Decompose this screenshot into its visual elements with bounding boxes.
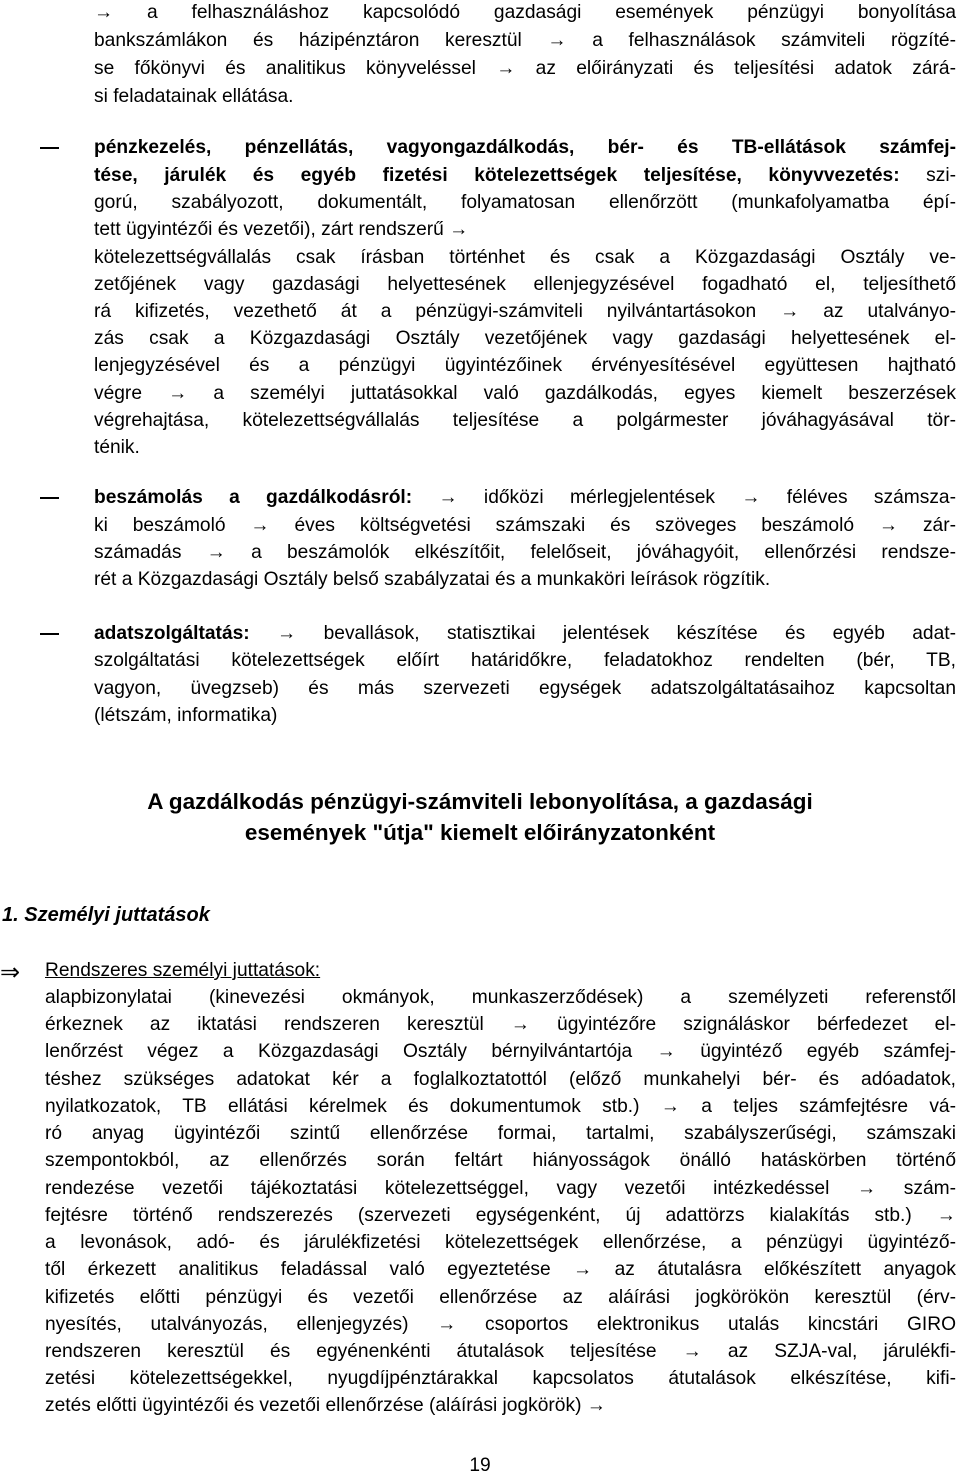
section-heading-line-1: A gazdálkodás pénzügyi-számviteli lebonyolítása, a gazdasági — [147, 789, 813, 814]
text-line: kötelezettségvállalás csak írásban történhet és csak a Közgazdasági Osztály ve- — [94, 247, 956, 268]
text-line: ki beszámoló → éves költségvetési számszaki és szöveges beszámoló → zár- — [94, 515, 956, 536]
text-line: végrehajtása, kötelezettségvállalás teljesítése a polgármester jóváhagyásával tör- — [94, 410, 956, 431]
text-line: számadás → a beszámolók elkészítőit, felelőseit, jóváhagyóit, ellenőrzési rendsze- — [94, 542, 956, 563]
text-line: től érkezett analitikus feladással való egyeztetése → az átutalásra előkészített anyagok — [45, 1259, 956, 1280]
text-line: szempontokból, az ellenőrzés során feltárt hiányosságok önálló hatáskörben történő — [45, 1150, 956, 1171]
text-line: rendezése vezetői tájékoztatási kötelezettséggel, vagy vezetői intézkedéssel → szám- — [45, 1178, 956, 1199]
text-line: ténik. — [94, 437, 140, 458]
text-line — [94, 135, 956, 161]
text-line: se főkönyvi és analitikus könyveléssel → az előirányzati és teljesítési adatok zárá- — [94, 58, 956, 79]
section-heading-line-2: események "útja" kiemelt előirányzatonként — [244, 820, 716, 845]
text-line: (létszám, informatika) — [94, 705, 278, 726]
text-line: vagyon, üvegzseb) és más szervezeti egységek adatszolgáltatásaihoz kapcsoltan — [94, 678, 956, 699]
dash-bullet — [40, 633, 59, 635]
text-line: → a felhasználáshoz kapcsolódó gazdasági események pénzügyi bonyolítása — [94, 2, 956, 23]
text-line: gorú, szabályozott, dokumentált, folyamatosan ellenőrzött (munkafolyamatba épí- — [94, 192, 956, 213]
text-line: érkeznek az iktatási rendszeren keresztül → ügyintézőre szignáláskor bérfedezet el- — [45, 1014, 956, 1035]
text-line: lenőrzést végez a Közgazdasági Osztály bérnyilvántartója → ügyintéző egyéb számfej- — [45, 1041, 956, 1062]
text-line: rendszeren keresztül és egyénenkénti átutalások teljesítése → az SZJA-val, járulékfi- — [45, 1341, 956, 1362]
text-line: zás csak a Közgazdasági Osztály vezetőjének vagy gazdasági helyettesének el- — [94, 328, 956, 349]
text-line: si feladatainak ellátása. — [94, 86, 294, 107]
bold-term: beszámolás a gazdálkodásról: — [94, 487, 413, 508]
text-line — [94, 485, 956, 511]
text-line: ró anyag ügyintézői szintű ellenőrzése formai, tartalmi, szabályszerűségi, számszaki — [45, 1123, 956, 1144]
text-line: végre → a személyi juttatásokkal való gazdálkodás, egyes kiemelt beszerzések — [94, 383, 956, 404]
text-line: tett ügyintézői és vezetői), zárt rendszerű → — [94, 219, 469, 240]
text-line: téshez szükséges adatokat kér a foglalkoztatottól (előző munkahelyi bér- és adóadatok, — [45, 1069, 956, 1090]
text-line — [94, 163, 956, 189]
text-line: alapbizonylatai (kinevezési okmányok, munkaszerződések) a személyzeti referenstől — [45, 987, 956, 1008]
text-line: nyesítés, utalványozás, ellenjegyzés) → csoportos elektronikus utalás kincstári GIRO — [45, 1314, 956, 1335]
rsj-title: Rendszeres személyi juttatások: — [45, 960, 321, 981]
implies-arrow-icon: ⇒ — [0, 959, 21, 986]
text-line: zetési kötelezettségekkel, nyugdíjpénztárakkal kapcsolatos átutalások elkészítése, kifi- — [45, 1368, 956, 1389]
bold-term: tése, járulék és egyéb fizetési kötelezettségek teljesítése, könyvvezetés: — [94, 165, 900, 186]
page-number: 19 — [469, 1455, 491, 1476]
text-line: zetés előtti ügyintézői és vezetői ellenőrzése (aláírási jogkörök) → — [45, 1395, 606, 1416]
text-line: zetőjének vagy gazdasági helyettesének ellenjegyzésével fogadható el, teljesíthető — [94, 274, 956, 295]
text-line: fejtésre történő rendszerezés (szervezeti egységenként, új adattörzs kialakítás stb.) → — [45, 1205, 956, 1226]
text-line: nyilatkozatok, TB ellátási kérelmek és dokumentumok stb.) → a teljes számfejtésre vá- — [45, 1096, 956, 1117]
bold-term: adatszolgáltatás: — [94, 623, 250, 644]
bold-term: pénzkezelés, pénzellátás, vagyongazdálkodás, bér- és TB-ellátások számfej- — [94, 137, 956, 158]
text-line: a levonások, adó- és járulékfizetési kötelezettségek ellenőrzése, a pénzügyi ügyintéző- — [45, 1232, 956, 1253]
subsection-title: 1. Személyi juttatások — [2, 904, 210, 926]
text-line: rá kifizetés, vezethető át a pénzügyi-számviteli nyilvántartásokon → az utalványo- — [94, 301, 956, 322]
dash-bullet — [40, 497, 59, 499]
dash-bullet — [40, 147, 59, 149]
text-span: szi- — [899, 165, 956, 186]
text-line: lenjegyzésével és a pénzügyi ügyintézőinek érvényesítésével együttesen hajtható — [94, 355, 956, 376]
text-line — [94, 621, 956, 647]
text-line: kifizetés előtti pénzügyi és vezetői ellenőrzése az aláírási jogkörökön keresztül (érv- — [45, 1287, 956, 1308]
text-line: rét a Közgazdasági Osztály belső szabályzatai és a munkaköri leírások rögzítik. — [94, 569, 771, 590]
text-line: bankszámlákon és házipénztáron keresztül → a felhasználások számviteli rögzíté- — [94, 30, 956, 51]
text-line: szolgáltatási kötelezettségek előírt határidőkre, feladatokhoz rendelten (bér, TB, — [94, 650, 956, 671]
text-span: → bevallások, statisztikai jelentések készítése és egyéb adat- — [249, 623, 956, 644]
text-span: → időközi mérlegjelentések → féléves számsza- — [412, 487, 956, 508]
